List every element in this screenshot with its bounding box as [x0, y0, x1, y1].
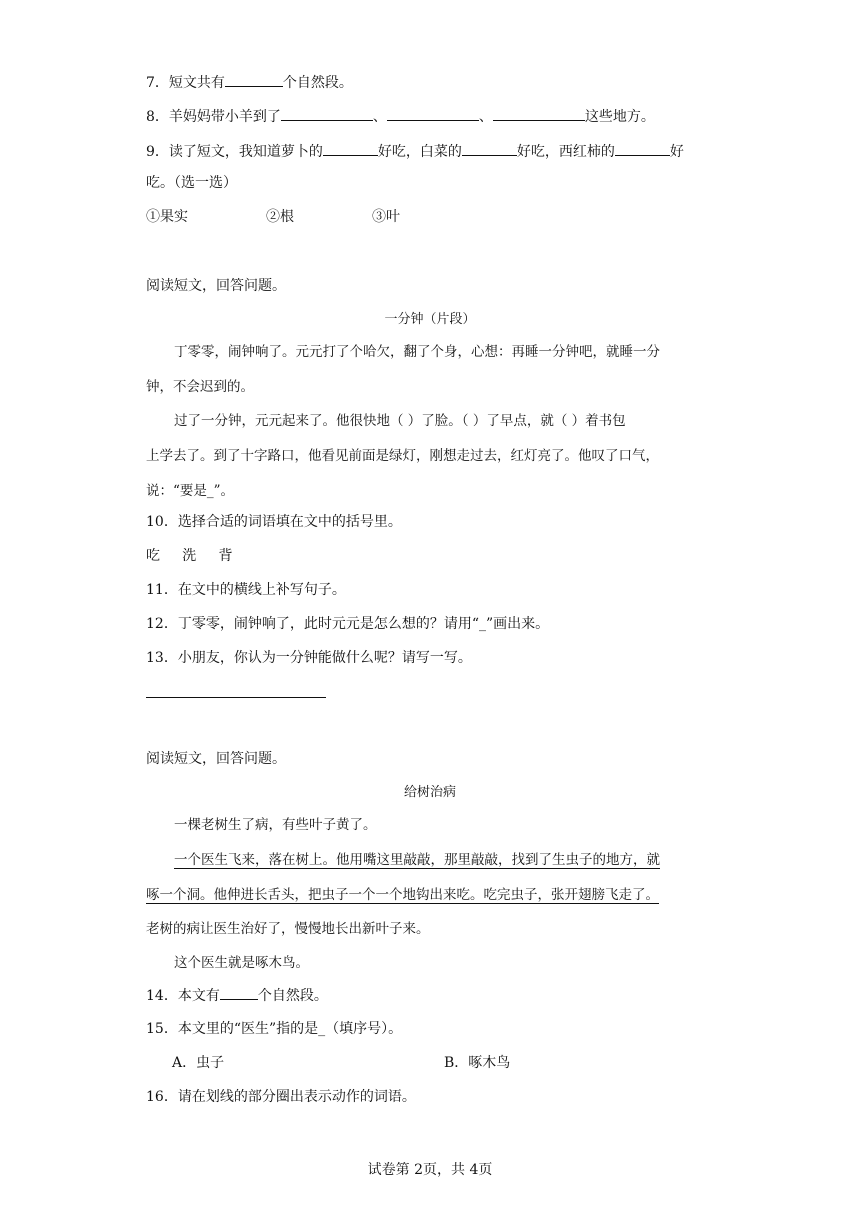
answer-blank[interactable]: [615, 141, 670, 156]
passage-line: 老树的病让医生治好了，慢慢地长出新叶子来。: [146, 921, 430, 937]
option-b[interactable]: B．啄木鸟: [444, 1055, 511, 1071]
answer-line[interactable]: [146, 697, 326, 698]
answer-blank[interactable]: [387, 106, 479, 121]
underlined-passage-line: 啄一个洞。他伸进长舌头，把虫子一个一个地钩出来吃。吃完虫子，张开翅膀飞走了。: [146, 887, 659, 903]
answer-blank[interactable]: [462, 141, 517, 156]
passage-line: 过了一分钟，元元起来了。他很快地（ ）了脸。（ ）了早点，就（ ）着书包: [174, 413, 626, 429]
passage-line: 一棵老树生了病，有些叶子黄了。: [174, 817, 377, 833]
passage-title: 一分钟（片段）: [384, 312, 476, 327]
option-3[interactable]: ③叶: [372, 209, 400, 225]
question-12: 12．丁零零，闹钟响了，此时元元是怎么想的？请用“_”画出来。: [146, 616, 550, 632]
option-1[interactable]: ①果实: [146, 209, 188, 225]
question-9-continued: 吃。（选一选）: [146, 175, 237, 191]
section-intro: 阅读短文，回答问题。: [146, 278, 286, 294]
question-9-options: [146, 207, 492, 227]
underlined-passage-line: 一个医生飞来，落在树上。他用嘴这里敲敲，那里敲敲，找到了生虫子的地方，就: [174, 852, 660, 868]
question-11: 11．在文中的横线上补写句子。: [146, 582, 346, 598]
page-footer: 试卷第 2页，共 4页: [367, 1162, 493, 1178]
passage-line: 钟，不会迟到的。: [146, 379, 254, 395]
question-9: 9．读了短文，我知道萝卜的 好吃，白菜的 好吃，西红柿的 好: [146, 141, 684, 162]
question-7: 7．短文共有 个自然段。: [146, 72, 353, 93]
answer-blank[interactable]: [220, 985, 258, 1000]
question-10: 10．选择合适的词语填在文中的括号里。: [146, 514, 402, 530]
answer-blank[interactable]: [493, 106, 585, 121]
passage-line: 说：“要是_”。: [146, 483, 235, 499]
passage-line: 丁零零，闹钟响了。元元打了个哈欠，翻了个身，心想：再睡一分钟吧，就睡一分: [174, 344, 660, 360]
option-a[interactable]: A．虫子: [172, 1055, 225, 1071]
answer-blank[interactable]: [281, 106, 373, 121]
option-2[interactable]: ②根: [266, 209, 294, 225]
question-15: 15．本文里的“医生”指的是_（填序号）。: [146, 1021, 403, 1037]
question-8: 8．羊妈妈带小羊到了 、 、 这些地方。: [146, 106, 655, 127]
question-14: 14．本文有 个自然段。: [146, 985, 328, 1006]
passage-title: 给树治病: [403, 785, 456, 800]
question-13: 13．小朋友，你认为一分钟能做什么呢？请写一写。: [146, 650, 472, 666]
section-intro: 阅读短文，回答问题。: [146, 751, 286, 767]
answer-blank[interactable]: [323, 141, 378, 156]
passage-line: 这个医生就是啄木鸟。: [174, 955, 309, 971]
answer-blank[interactable]: [225, 72, 283, 87]
word-choices: 吃 洗 背: [146, 548, 233, 564]
question-16: 16．请在划线的部分圈出表示动作的词语。: [146, 1089, 416, 1105]
passage-line: 上学去了。到了十字路口，他看见前面是绿灯，刚想走过去，红灯亮了。他叹了口气，: [146, 448, 659, 464]
